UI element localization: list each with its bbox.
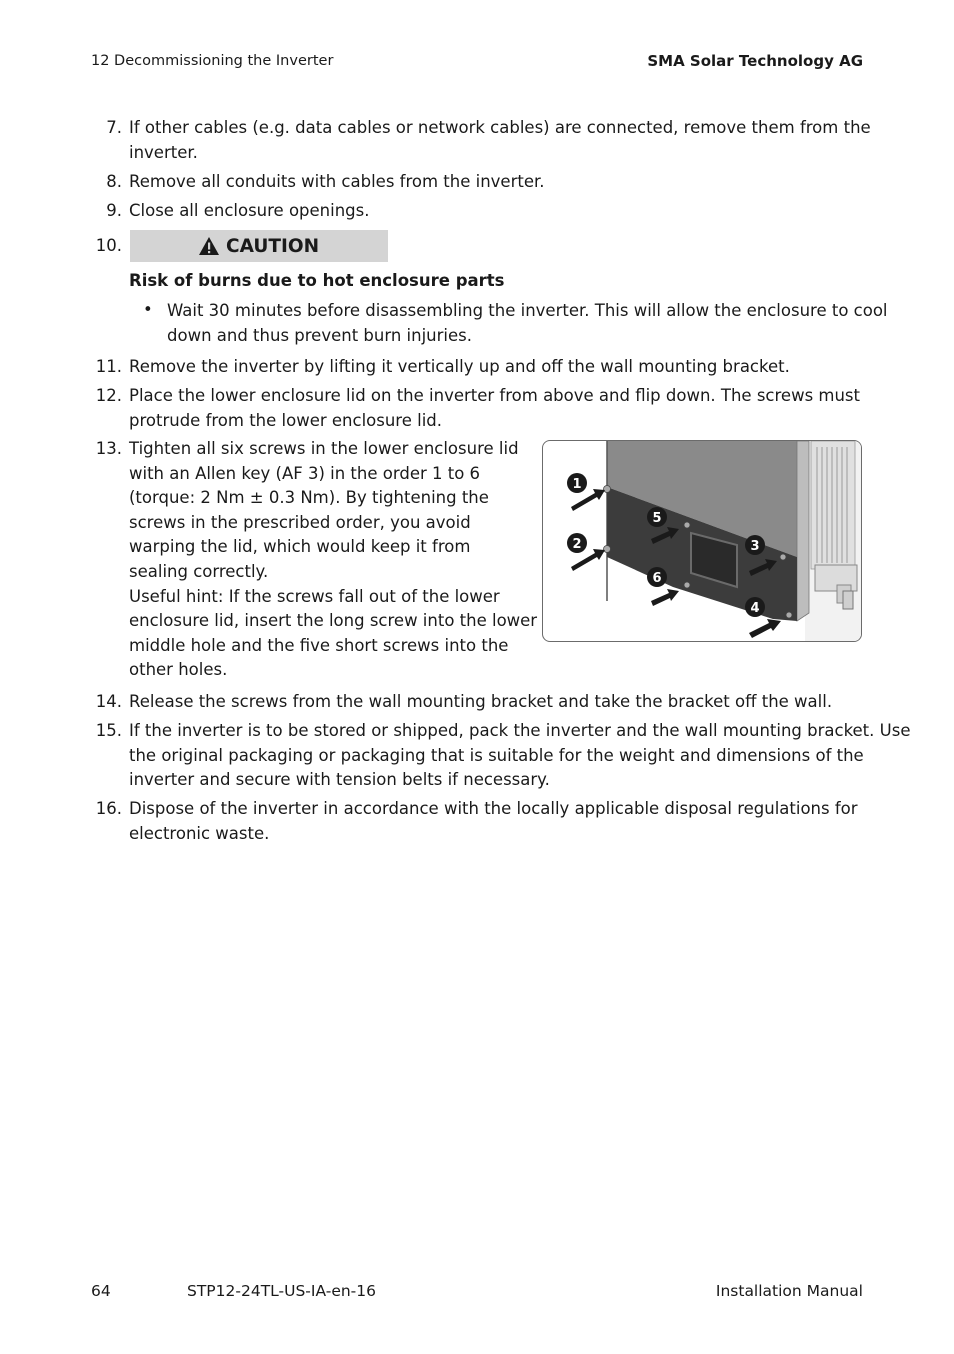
manual-title: Installation Manual bbox=[715, 1282, 863, 1300]
document-id: STP12-24TL-US-IA-en-16 bbox=[187, 1282, 376, 1300]
step-text: protrude from the lower enclosure lid. bbox=[129, 410, 443, 430]
step-text: (torque: 2 Nm ± 0.3 Nm). By tightening the bbox=[129, 488, 489, 508]
step-text: If other cables (e.g. data cables or network cables) are connected, remove them from the bbox=[129, 118, 871, 137]
caution-bullet-text: down and thus prevent burn injuries. bbox=[167, 325, 472, 345]
step-number: 10. bbox=[95, 236, 122, 255]
step-text: warping the lid, which would keep it from bbox=[129, 537, 471, 557]
running-header-company: SMA Solar Technology AG bbox=[647, 52, 863, 70]
step-number: 14. bbox=[95, 692, 122, 711]
step-text: Dispose of the inverter in accordance with the locally applicable disposal regulations for bbox=[129, 799, 858, 818]
step-number: 16. bbox=[95, 799, 122, 818]
caution-label: CAUTION bbox=[226, 235, 320, 257]
step-text: electronic waste. bbox=[129, 823, 270, 843]
step-number: 9. bbox=[106, 201, 122, 220]
inverter-screw-order-figure bbox=[542, 440, 862, 642]
step-text: Release the screws from the wall mounting bracket and take the bracket off the wall. bbox=[129, 692, 833, 711]
step-text: other holes. bbox=[129, 660, 228, 680]
step-text: Useful hint: If the screws fall out of the lower bbox=[129, 586, 500, 606]
step-number: 15. bbox=[95, 721, 122, 740]
step-text: enclosure lid, insert the long screw into the lower bbox=[129, 611, 538, 631]
inverter-illustration bbox=[543, 441, 861, 641]
step-text: Close all enclosure openings. bbox=[129, 201, 370, 220]
callout-number: 2 bbox=[572, 537, 582, 552]
step-text: Remove the inverter by lifting it vertically up and off the wall mounting bracket. bbox=[129, 357, 790, 376]
step-text: screws in the prescribed order, you avoid bbox=[129, 512, 471, 532]
page-number: 64 bbox=[91, 1282, 111, 1300]
step-number: 11. bbox=[95, 357, 122, 376]
step-text: Place the lower enclosure lid on the inverter from above and flip down. The screws must bbox=[129, 386, 861, 405]
step-text: inverter and secure with tension belts if necessary. bbox=[129, 770, 550, 790]
warning-triangle-icon bbox=[198, 236, 220, 256]
step-text: the original packaging or packaging that is suitable for the weight and dimensions of the bbox=[129, 745, 864, 765]
callout-number: 1 bbox=[572, 477, 582, 492]
caution-heading: Risk of burns due to hot enclosure parts bbox=[129, 271, 505, 290]
caution-banner bbox=[130, 230, 388, 262]
step-text: inverter. bbox=[129, 142, 198, 162]
step-text: middle hole and the five short screws into the bbox=[129, 635, 509, 655]
running-header-chapter: 12 Decommissioning the Inverter bbox=[91, 53, 334, 69]
step-text: with an Allen key (AF 3) in the order 1 to 6 bbox=[129, 463, 481, 483]
callout-number: 5 bbox=[652, 511, 662, 526]
callout-number: 6 bbox=[652, 571, 662, 586]
caution-bullet-text: Wait 30 minutes before disassembling the inverter. This will allow the enclosure to cool bbox=[167, 301, 888, 320]
callout-number: 3 bbox=[750, 539, 760, 554]
step-number: 8. bbox=[106, 172, 122, 191]
callout-number: 4 bbox=[750, 601, 760, 616]
step-text: If the inverter is to be stored or shipped, pack the inverter and the wall mounting bracket. Use bbox=[129, 721, 911, 740]
step-number: 7. bbox=[106, 118, 122, 137]
step-text: sealing correctly. bbox=[129, 562, 269, 581]
step-text: Remove all conduits with cables from the inverter. bbox=[129, 172, 545, 191]
step-number: 12. bbox=[95, 386, 122, 405]
step-text: Tighten all six screws in the lower enclosure lid bbox=[129, 439, 519, 458]
step-number: 13. bbox=[95, 439, 122, 458]
bullet-marker: • bbox=[143, 300, 153, 319]
